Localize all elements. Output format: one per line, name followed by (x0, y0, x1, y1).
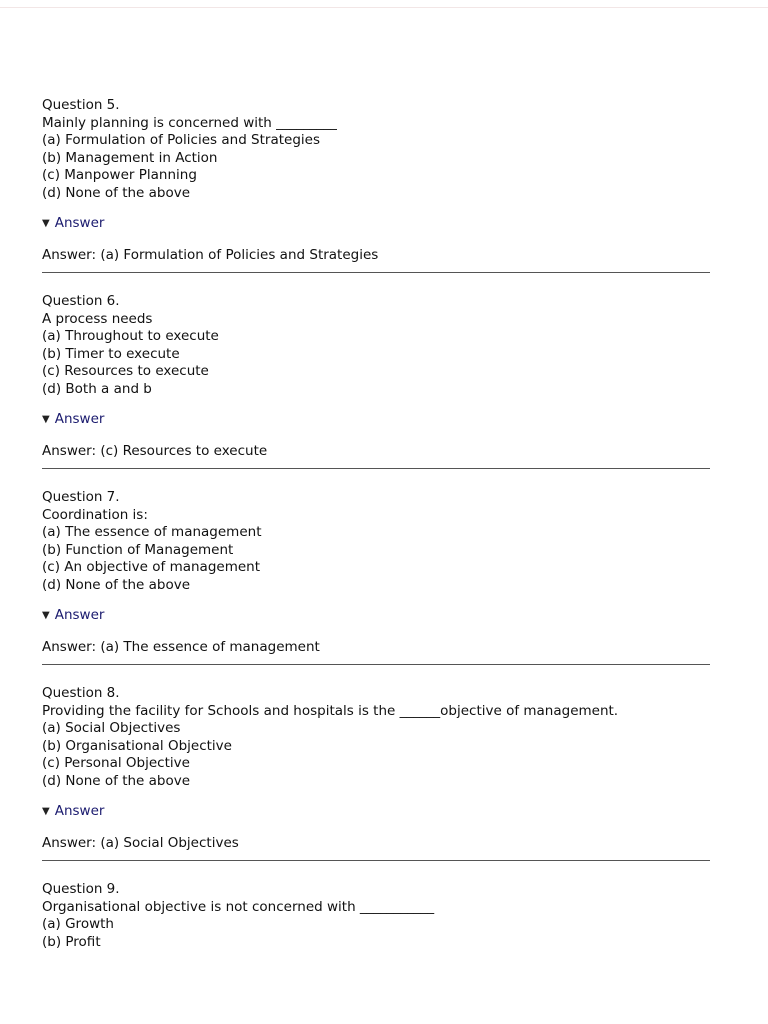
question-heading: Question 8. (42, 685, 120, 701)
question-divider (42, 860, 710, 861)
question-text: Mainly planning is concerned with _________ (42, 114, 337, 131)
answer-text: Answer: (c) Resources to execute (42, 442, 268, 459)
triangle-down-icon: ▼ (42, 413, 50, 425)
option-a: (a) Growth (42, 916, 114, 933)
answer-toggle-label: Answer (54, 410, 105, 427)
question-6 (42, 293, 710, 475)
question-heading: Question 6. (42, 293, 120, 309)
answer-toggle[interactable] (42, 411, 710, 429)
option-c: (c) Manpower Planning (42, 167, 197, 184)
answer-toggle-label: Answer (54, 802, 105, 819)
option-a: (a) Social Objectives (42, 720, 181, 737)
question-divider (42, 272, 710, 273)
answer-toggle-label: Answer (54, 606, 105, 623)
question-text: Providing the facility for Schools and hospitals is the ______objective of management. (42, 702, 619, 719)
option-d: (d) Both a and b (42, 380, 152, 397)
option-d: (d) None of the above (42, 184, 191, 201)
question-7 (42, 489, 710, 671)
question-divider (42, 664, 710, 665)
option-b: (b) Function of Management (42, 541, 234, 558)
question-text: Organisational objective is not concerned with ___________ (42, 898, 435, 915)
top-divider (0, 7, 768, 8)
question-text: A process needs (42, 310, 153, 327)
triangle-down-icon: ▼ (42, 609, 50, 621)
option-d: (d) None of the above (42, 576, 191, 593)
option-a: (a) Formulation of Policies and Strategies (42, 132, 320, 149)
answer-toggle[interactable] (42, 215, 710, 233)
answer-text: Answer: (a) Formulation of Policies and Strategies (42, 246, 379, 263)
question-heading: Question 5. (42, 97, 120, 113)
answer-toggle[interactable] (42, 803, 710, 821)
option-a: (a) The essence of management (42, 524, 262, 541)
question-heading: Question 9. (42, 881, 120, 897)
question-text: Coordination is: (42, 506, 148, 523)
triangle-down-icon: ▼ (42, 805, 50, 817)
question-9 (42, 881, 710, 951)
answer-text: Answer: (a) Social Objectives (42, 834, 239, 851)
option-c: (c) Resources to execute (42, 363, 209, 380)
option-a: (a) Throughout to execute (42, 328, 219, 345)
option-b: (b) Timer to execute (42, 345, 180, 362)
triangle-down-icon: ▼ (42, 217, 50, 229)
option-b: (b) Organisational Objective (42, 737, 232, 754)
question-heading: Question 7. (42, 489, 120, 505)
question-8 (42, 685, 710, 867)
question-5 (42, 97, 710, 279)
option-c: (c) An objective of management (42, 559, 261, 576)
answer-text: Answer: (a) The essence of management (42, 638, 320, 655)
question-divider (42, 468, 710, 469)
answer-toggle[interactable] (42, 607, 710, 625)
option-b: (b) Profit (42, 933, 101, 950)
option-c: (c) Personal Objective (42, 755, 190, 772)
option-b: (b) Management in Action (42, 149, 218, 166)
answer-toggle-label: Answer (54, 214, 105, 231)
option-d: (d) None of the above (42, 772, 191, 789)
